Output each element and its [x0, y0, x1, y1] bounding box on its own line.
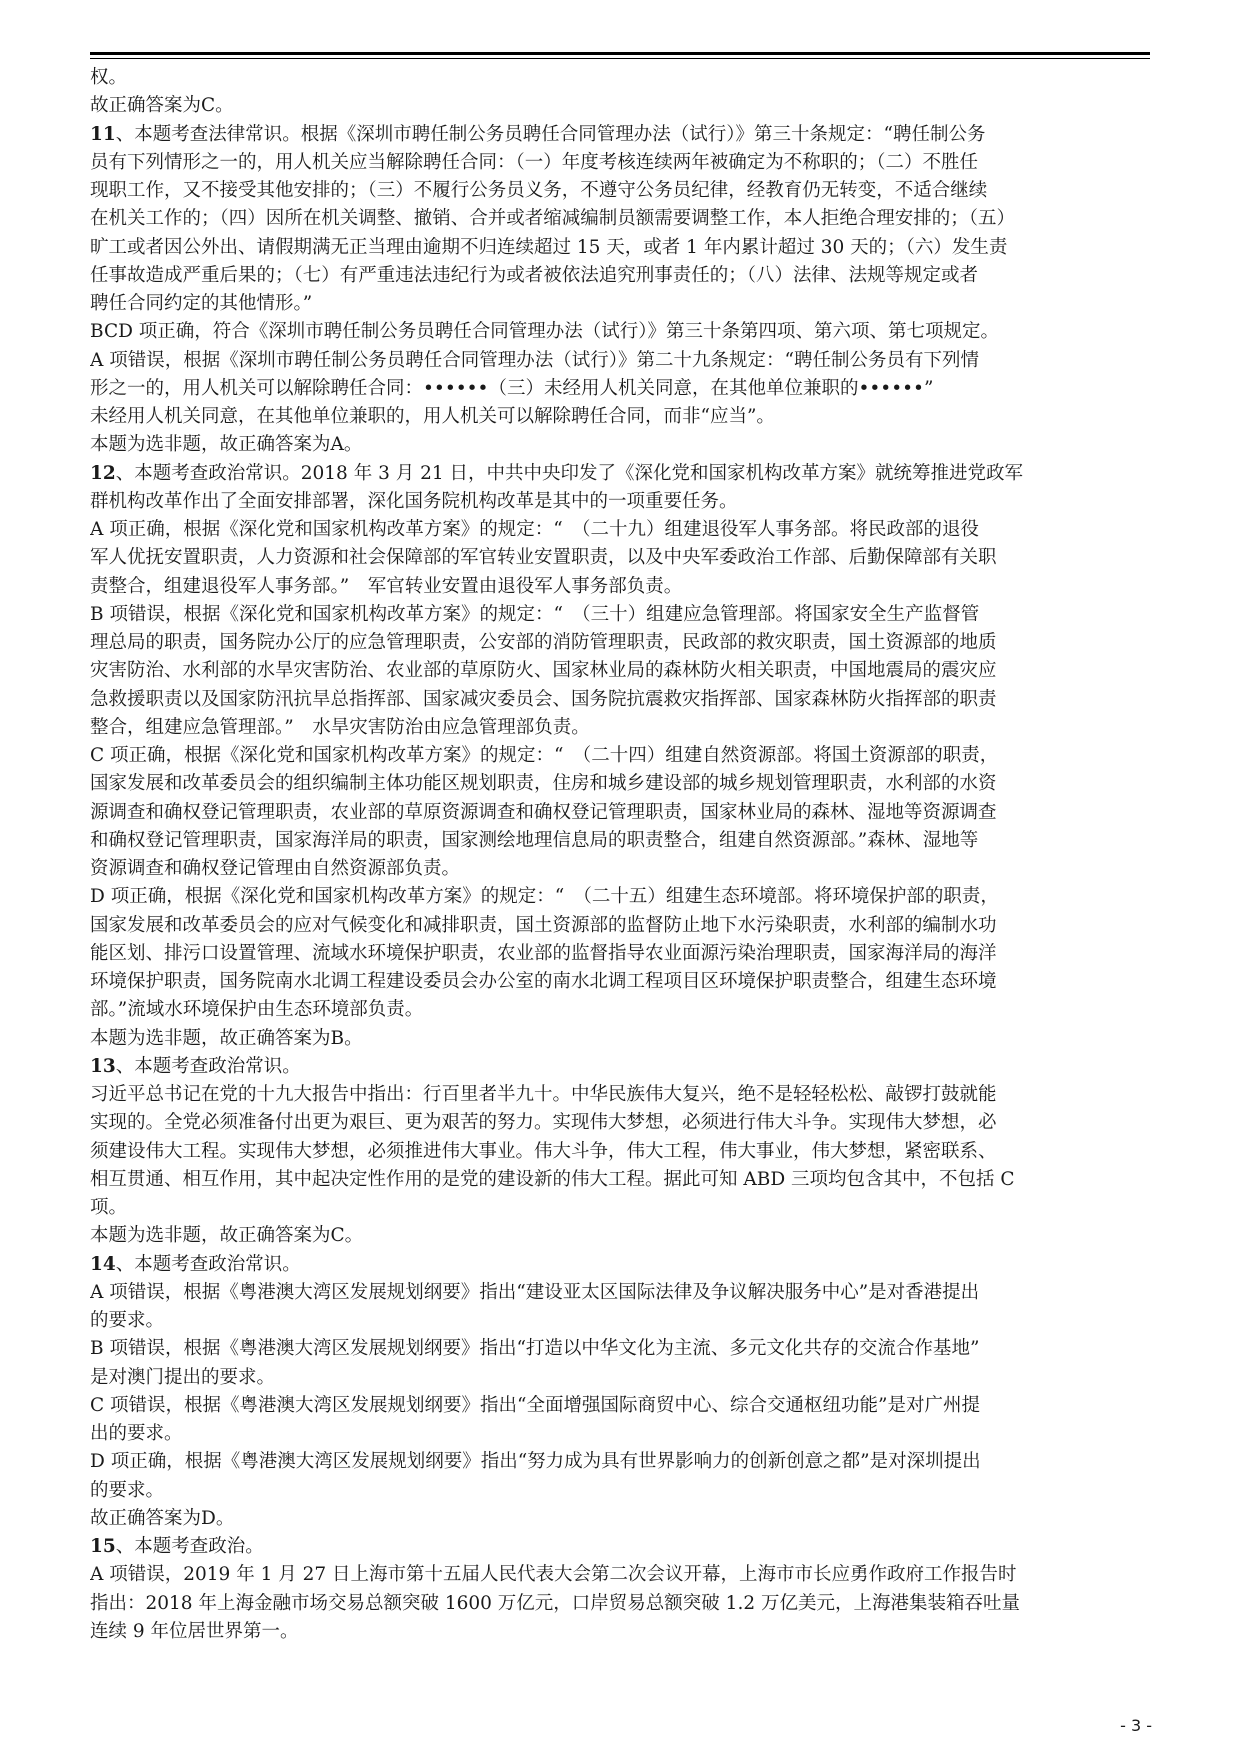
- text-line: [90, 883, 1155, 911]
- question-heading-line: [90, 1251, 1155, 1279]
- text-line: [90, 1222, 1155, 1250]
- line-text: 部。”流域水环境保护由生态环境部负责。: [90, 999, 424, 1021]
- text-line: [90, 1392, 1155, 1420]
- text-line: [90, 318, 1155, 346]
- line-text: 现职工作，又不接受其他安排的；（三）不履行公务员义务，不遵守公务员纪律，经教育仍无转变，不适合继续: [90, 180, 988, 201]
- text-line: [90, 177, 1155, 205]
- text-line: [90, 262, 1155, 290]
- text-line: [90, 347, 1155, 375]
- line-text: A 项正确，根据《深化党和国家机构改革方案》的规定：“ （二十九）组建退役军人事务部。将民政部的退役: [90, 519, 979, 540]
- line-text: 任事故造成严重后果的；（七）有严重违法违纪行为或者被依法追究刑事责任的；（八）法律、法规等规定或者: [90, 264, 979, 286]
- line-text: 员有下列情形之一的，用人机关应当解除聘任合同：（一）年度考核连续两年被确定为不称职的；（二）不胜任: [90, 151, 979, 173]
- line-text: D 项正确，根据《粤港澳大湾区发展规划纲要》指出“努力成为具有世界影响力的创新创意之都”是对深圳提出: [90, 1451, 981, 1473]
- line-text: 本题为选非题，故正确答案为C。: [90, 1225, 364, 1247]
- header-rule-thin: [90, 58, 1150, 59]
- text-line: [90, 1505, 1155, 1533]
- question-number: 12: [90, 462, 116, 484]
- line-text: 、本题考查政治常识。2018 年 3 月 21 日，中共中央印发了《深化党和国家机构改革方案》就统筹推进党政军: [115, 462, 1024, 484]
- text-line: [90, 742, 1155, 770]
- line-text: 的要求。: [90, 1479, 165, 1501]
- line-text: 本题为选非题，故正确答案为A。: [90, 434, 363, 456]
- line-text: 急救援职责以及国家防汛抗旱总指挥部、国家减灾委员会、国务院抗震救灾指挥部、国家森林防火指挥部的职责: [90, 688, 997, 710]
- text-line: [90, 601, 1155, 629]
- text-line: [90, 686, 1155, 714]
- text-line: [90, 629, 1155, 657]
- line-text: 形之一的，用人机关可以解除聘任合同：••••••（三）未经用人机关同意，在其他单位兼职的••••••”: [90, 377, 934, 399]
- line-text: 能区划、排污口设置管理、流域水环境保护职责，农业部的监督指导农业面源污染治理职责，国家海洋局的海洋: [90, 942, 997, 964]
- line-text: 军人优抚安置职责，人力资源和社会保障部的军官转业安置职责，以及中央军委政治工作部、后勤保障部有关职: [90, 547, 997, 569]
- text-line: [90, 1448, 1155, 1476]
- line-text: 故正确答案为D。: [90, 1507, 235, 1529]
- line-text: 、本题考查法律常识。根据《深圳市聘任制公务员聘任合同管理办法（试行）》第三十条规定：“聘任制公务: [115, 123, 986, 145]
- line-text: 项。: [90, 1197, 128, 1218]
- line-text: 环境保护职责，国务院南水北调工程建设委员会办公室的南水北调工程项目区环境保护职责整合，组建生态环境: [90, 971, 997, 992]
- text-line: [90, 544, 1155, 572]
- line-text: 资源调查和确权登记管理由自然资源部负责。: [90, 858, 461, 879]
- answer-explanations: [90, 64, 1155, 1646]
- text-line: [90, 968, 1155, 996]
- text-line: [90, 290, 1155, 318]
- text-line: [90, 1364, 1155, 1392]
- line-text: 连续 9 年位居世界第一。: [90, 1620, 299, 1642]
- question-heading-line: [90, 121, 1155, 149]
- text-line: [90, 1138, 1155, 1166]
- line-text: 整合，组建应急管理部。” 水旱灾害防治由应急管理部负责。: [90, 716, 590, 738]
- line-text: 权。: [90, 67, 128, 88]
- line-text: C 项正确，根据《深化党和国家机构改革方案》的规定：“ （二十四）组建自然资源部。将国土资源部的职责，: [90, 745, 999, 766]
- line-text: 是对澳门提出的要求。: [90, 1366, 276, 1388]
- text-line: [90, 1166, 1155, 1194]
- text-line: [90, 1335, 1155, 1363]
- text-line: [90, 573, 1155, 601]
- line-text: 指出：2018 年上海金融市场交易总额突破 1600 万亿元，口岸贸易总额突破 1.2 万亿美元，上海港集装箱吞吐量: [90, 1592, 1020, 1614]
- line-text: B 项错误，根据《粤港澳大湾区发展规划纲要》指出“打造以中华文化为主流、多元文化共存的交流合作基地”: [90, 1338, 980, 1360]
- text-line: [90, 1109, 1155, 1137]
- text-line: [90, 1279, 1155, 1307]
- text-line: [90, 1618, 1155, 1646]
- text-line: [90, 92, 1155, 120]
- text-line: [90, 205, 1155, 233]
- text-line: [90, 657, 1155, 685]
- question-heading-line: [90, 1053, 1155, 1081]
- question-number: 15: [90, 1536, 116, 1557]
- text-line: [90, 1420, 1155, 1448]
- text-line: [90, 799, 1155, 827]
- line-text: 、本题考查政治常识。: [115, 1055, 301, 1077]
- line-text: 出的要求。: [90, 1423, 183, 1444]
- text-line: [90, 1081, 1155, 1109]
- text-line: [90, 403, 1155, 431]
- line-text: 未经用人机关同意，在其他单位兼职的，用人机关可以解除聘任合同，而非“应当”。: [90, 406, 775, 427]
- line-text: 、本题考查政治。: [115, 1536, 264, 1557]
- text-line: [90, 1194, 1155, 1222]
- line-text: 在机关工作的；（四）因所在机关调整、撤销、合并或者缩减编制员额需要调整工作，本人拒绝合理安排的；（五）: [90, 208, 1016, 230]
- text-line: [90, 996, 1155, 1024]
- page-number: - 3 -: [1120, 1716, 1152, 1735]
- line-text: 习近平总书记在党的十九大报告中指出：行百里者半九十。中华民族伟大复兴，绝不是轻轻松松、敲锣打鼓就能: [90, 1084, 997, 1105]
- line-text: 国家发展和改革委员会的组织编制主体功能区规划职责，住房和城乡建设部的城乡规划管理职责，水利部的水资: [90, 773, 997, 795]
- text-line: [90, 770, 1155, 798]
- line-text: 聘任合同约定的其他情形。”: [90, 293, 313, 314]
- text-line: [90, 488, 1155, 516]
- question-heading-line: [90, 460, 1155, 488]
- question-number: 14: [90, 1253, 116, 1275]
- question-number: 13: [90, 1055, 116, 1077]
- text-line: [90, 714, 1155, 742]
- text-line: [90, 149, 1155, 177]
- text-line: [90, 1561, 1155, 1589]
- line-text: 群机构改革作出了全面安排部署，深化国务院机构改革是其中的一项重要任务。: [90, 490, 738, 512]
- line-text: 理总局的职责，国务院办公厅的应急管理职责，公安部的消防管理职责，民政部的救灾职责，国土资源部的地质: [90, 632, 997, 653]
- line-text: A 项错误，根据《粤港澳大湾区发展规划纲要》指出“建设亚太区国际法律及争议解决服务中心”是对香港提出: [90, 1281, 980, 1303]
- text-line: [90, 1477, 1155, 1505]
- line-text: C 项错误，根据《粤港澳大湾区发展规划纲要》指出“全面增强国际商贸中心、综合交通枢纽功能”是对广州提: [90, 1394, 980, 1416]
- text-line: [90, 1590, 1155, 1618]
- line-text: 源调查和确权登记管理职责，农业部的草原资源调查和确权登记管理职责，国家林业局的森林、湿地等资源调查: [90, 801, 997, 823]
- line-text: A 项错误，根据《深圳市聘任制公务员聘任合同管理办法（试行）》第二十九条规定：“聘任制公务员有下列情: [90, 349, 979, 371]
- question-number: 11: [90, 123, 116, 145]
- line-text: 灾害防治、水利部的水旱灾害防治、农业部的草原防火、国家林业局的森林防火相关职责，中国地震局的震灾应: [90, 660, 997, 682]
- header-rule-thick: [90, 52, 1150, 55]
- text-line: [90, 912, 1155, 940]
- text-line: [90, 827, 1155, 855]
- text-line: [90, 1025, 1155, 1053]
- line-text: 、本题考查政治常识。: [115, 1253, 301, 1275]
- line-text: 故正确答案为C。: [90, 95, 234, 117]
- text-line: [90, 1307, 1155, 1335]
- text-line: [90, 431, 1155, 459]
- line-text: 本题为选非题，故正确答案为B。: [90, 1027, 363, 1049]
- line-text: 须建设伟大工程。实现伟大梦想，必须推进伟大事业。伟大斗争，伟大工程，伟大事业，伟大梦想，紧密联系、: [90, 1140, 997, 1162]
- question-heading-line: [90, 1533, 1155, 1561]
- text-line: [90, 234, 1155, 262]
- line-text: 国家发展和改革委员会的应对气候变化和减排职责，国土资源部的监督防止地下水污染职责，水利部的编制水功: [90, 914, 997, 936]
- line-text: 实现的。全党必须准备付出更为艰巨、更为艰苦的努力。实现伟大梦想，必须进行伟大斗争。实现伟大梦想，必: [90, 1112, 997, 1134]
- line-text: 相互贯通、相互作用，其中起决定性作用的是党的建设新的伟大工程。据此可知 ABD 三项均包含其中，不包括 C: [90, 1168, 1015, 1190]
- text-line: [90, 855, 1155, 883]
- line-text: 责整合，组建退役军人事务部。” 军官转业安置由退役军人事务部负责。: [90, 575, 683, 597]
- line-text: D 项正确，根据《深化党和国家机构改革方案》的规定：“ （二十五）组建生态环境部。将环境保护部的职责，: [90, 886, 999, 908]
- line-text: BCD 项正确，符合《深圳市聘任制公务员聘任合同管理办法（试行）》第三十条第四项、第六项、第七项规定。: [90, 321, 1000, 343]
- text-line: [90, 940, 1155, 968]
- line-text: A 项错误，2019 年 1 月 27 日上海市第十五届人民代表大会第二次会议开幕，上海市市长应勇作政府工作报告时: [90, 1564, 1017, 1586]
- line-text: B 项错误，根据《深化党和国家机构改革方案》的规定：“ （三十）组建应急管理部。将国家安全生产监督管: [90, 603, 980, 625]
- line-text: 和确权登记管理职责，国家海洋局的职责，国家测绘地理信息局的职责整合，组建自然资源部。”森林、湿地等: [90, 829, 979, 851]
- text-line: [90, 516, 1155, 544]
- text-line: [90, 375, 1155, 403]
- line-text: 的要求。: [90, 1310, 165, 1331]
- line-text: 旷工或者因公外出、请假期满无正当理由逾期不归连续超过 15 天，或者 1 年内累计超过 30 天的；（六）发生责: [90, 236, 1008, 258]
- text-line: [90, 64, 1155, 92]
